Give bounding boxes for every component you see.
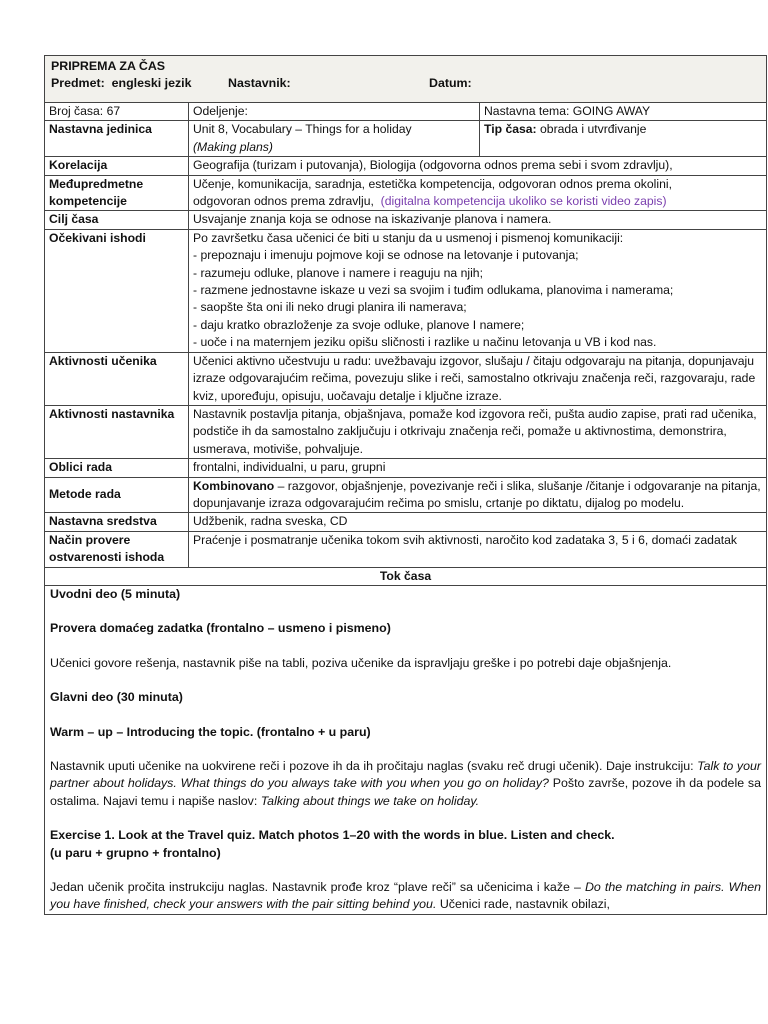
metode-value: Kombinovano – razgovor, objašnjenje, povezivanje reči i slika, slušanje /čitanje i odgovaranje na pitanja, dopunjavanje izraza odgovarajućim rečima po smislu, crtanje po diktatu, dijalog po modelu. [189,477,767,513]
date-field: Datum: [429,76,472,90]
topic-cell: Nastavna tema: GOING AWAY [480,103,767,121]
sredstva-value: Udžbenik, radna sveska, CD [189,513,767,531]
plan-title: PRIPREMA ZA ČAS [51,59,166,73]
table-row [45,477,767,513]
table-row [45,405,767,458]
table-row [45,352,767,405]
medju-value: Učenje, komunikacija, saradnja, estetička kompetencija, odgovoran odnos prema okolini, odgovoran odnos prema zdravlju, (digitalna kompetencija ukoliko se koristi video zapis) [189,175,767,211]
unit-label: Nastavna jedinica [45,121,189,157]
table-row [45,585,767,914]
type-value: obrada i utvrđivanje [540,122,647,137]
unit-cell [189,121,480,157]
list-item: - daju kratko obrazloženje za svoje odluke, planove I namere; [193,317,525,332]
exercise-1-sub: (u paru + grupno + frontalno) [50,845,221,860]
lesson-plan-page [44,55,767,915]
list-item: - uoče i na maternjem jeziku opišu sličnosti i razlike u načinu letovanja u VB i kod nas. [193,335,657,350]
list-item: - razmene jednostavne iskaze u vezi sa svojim i tuđim odlukama, planovima i namerama; [193,283,674,298]
table-row [45,513,767,531]
table-row [45,567,767,585]
korelacija-label: Korelacija [45,157,189,175]
type-cell [480,121,767,157]
tok-casa-heading: Tok časa [45,567,767,585]
glavni-heading: Glavni deo (30 minuta) [50,690,183,705]
provera-label: Način provere ostvarenosti ishoda [45,531,189,567]
type-label: Tip časa: [484,122,537,137]
table-row [45,121,767,157]
oblici-label: Oblici rada [45,459,189,477]
sredstva-label: Nastavna sredstva [45,513,189,531]
cilj-value: Usvajanje znanja koja se odnose na iskazivanje planova i namera. [189,211,767,229]
table-row [45,157,767,175]
korelacija-value: Geografija (turizam i putovanja), Biologija (odgovorna odnos prema sebi i svom zdravlju), [189,157,767,175]
lesson-number: Broj časa: 67 [45,103,189,121]
aktivnosti-nastavnika-value: Nastavnik postavlja pitanja, objašnjava, pomaže kod izgovora reči, pušta audio zapise, prati rad učenika, podstiče ih da samostalno zaključuju i otkrivaju značenja reči, pomaže u aktivnostima, demonstrira, usmerava, motiviše, pohvaljuje. [189,405,767,458]
table-row [45,211,767,229]
tok-casa-body [45,585,767,914]
exercise-1-heading: Exercise 1. Look at the Travel quiz. Match photos 1–20 with the words in blue. Listen and check. [50,828,615,843]
ishodi-list [189,229,767,352]
provera-text: Učenici govore rešenja, nastavnik piše na tabli, poziva učenike da ispravljaju greške i po potrebi daje objašnjenja. [50,655,672,670]
table-row [45,459,767,477]
warm-up-text: Nastavnik uputi učenike na uokvirene reči i pozove ih da ih pročitaju naglas (svaku reč drugi učenik). Daje instrukciju: Talk to your partner about holidays. What things do you always take with you when you go on holiday? Pošto završe, pozove ih da podele sa ostalima. Najavi temu i napiše naslov: Talking about things we take on holiday. [50,759,761,808]
list-item: - prepoznaju i imenuju pojmove koji se odnose na letovanje i putovanja; [193,248,579,263]
provera-heading: Provera domaćeg zadatka (frontalno – usmeno i pismeno) [50,621,391,636]
aktivnosti-nastavnika-label: Aktivnosti nastavnika [45,405,189,458]
plan-header [44,55,767,102]
table-row [45,531,767,567]
list-item: - razumeju odluke, planove i namere i reaguju na njih; [193,265,483,280]
lesson-info-table [44,102,767,915]
metode-label: Metode rada [45,477,189,513]
table-row [45,175,767,211]
exercise-1-text: Jedan učenik pročita instrukciju naglas. Nastavnik prođe kroz “plave reči” sa učenicima i kaže – Do the matching in pairs. When you have finished, check your answers with the pair sitting behind you. Učenici rade, nastavnik obilazi, [50,880,761,912]
header-meta-row [51,75,760,92]
unit-value: Unit 8, Vocabulary – Things for a holiday [193,122,412,137]
class-label: Odeljenje: [189,103,480,121]
digital-competence-note: (digitalna kompetencija ukoliko se koristi video zapis) [380,194,667,209]
ishodi-label: Očekivani ishodi [45,229,189,352]
table-row [45,103,767,121]
oblici-value: frontalni, individualni, u paru, grupni [189,459,767,477]
uvodni-heading: Uvodni deo (5 minuta) [50,586,181,601]
aktivnosti-ucenika-label: Aktivnosti učenika [45,352,189,405]
teacher-field: Nastavnik: [228,76,291,90]
list-item: - saopšte šta oni ili neko drugi planira ili namerava; [193,300,467,315]
subject-field: Predmet: engleski jezik [51,76,192,90]
warm-up-heading: Warm – up – Introducing the topic. (frontalno + u paru) [50,724,371,739]
cilj-label: Cilj časa [45,211,189,229]
provera-value: Praćenje i posmatranje učenika tokom svih aktivnosti, naročito kod zadataka 3, 5 i 6, domaći zadatak [189,531,767,567]
medju-label: Međupredmetne kompetencije [45,175,189,211]
aktivnosti-ucenika-value: Učenici aktivno učestvuju u radu: uvežbavaju izgovor, slušaju / čitaju odgovaraju na pitanja, dopunjavaju izraze odgovarajućim rečima, povezuju slike i reči, samostalno otkrivaju značenja reči, razgovaraju, rade kviz, upoređuju, opisuju, uočavaju detalje i ključne izraze. [189,352,767,405]
table-row [45,229,767,352]
unit-value-italic: (Making plans) [193,139,273,154]
list-item: Po završetku časa učenici će biti u stanju da u usmenoj i pismenoj komunikaciji: [193,230,624,245]
